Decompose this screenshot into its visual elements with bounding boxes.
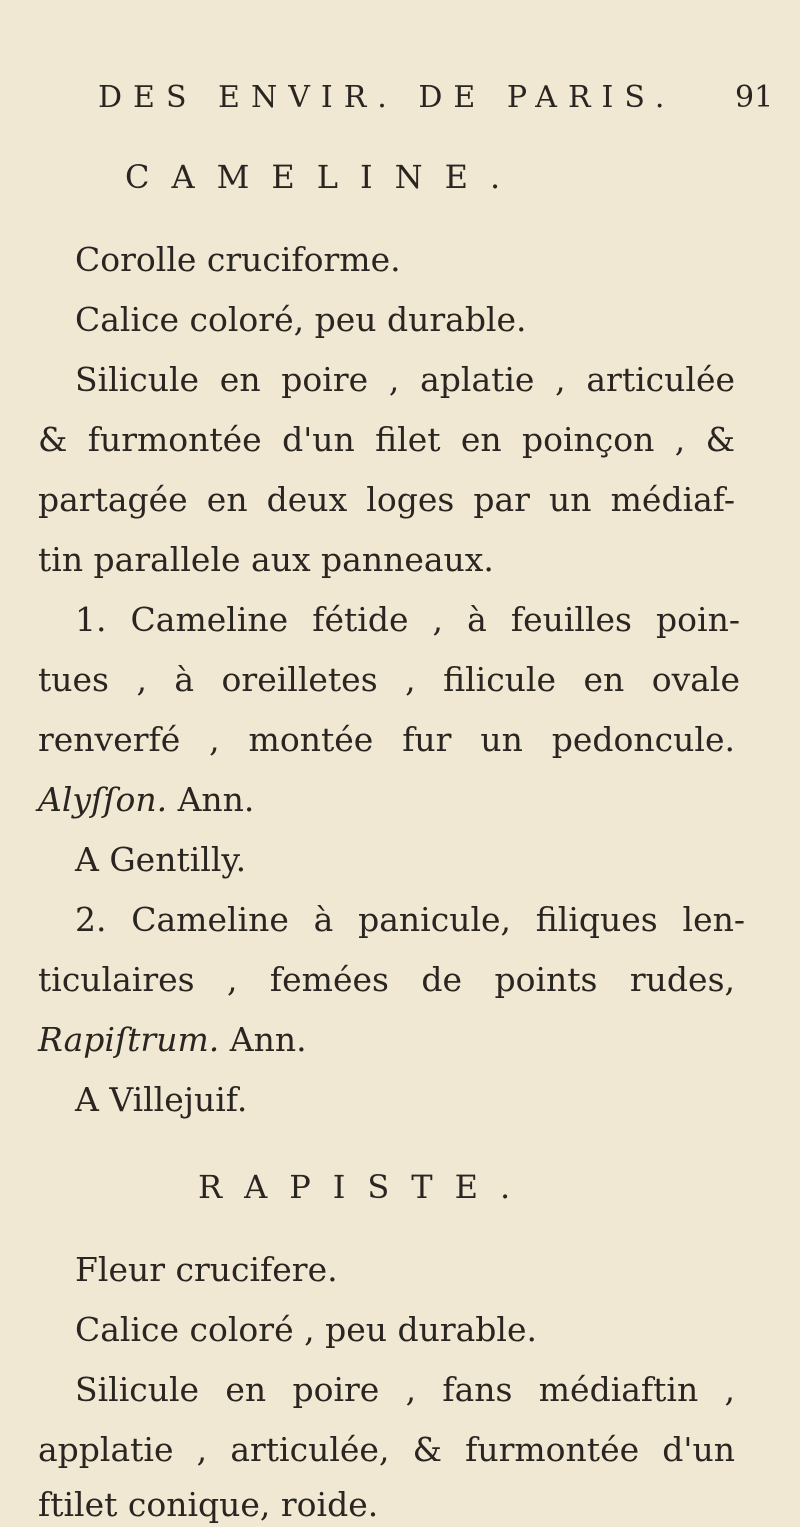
text-line: partagée en deux loges par un médiaf-: [38, 480, 735, 519]
species-2-ann: Ann.: [219, 1020, 307, 1059]
text-line: & furmontée d'un filet en poinçon , &: [38, 420, 735, 459]
text-line: 1. Cameline fétide , à feuilles poin-: [75, 600, 740, 639]
species-1-name-line: [38, 780, 254, 819]
text-line: applatie , articulée, & furmontée d'un: [38, 1430, 735, 1469]
text-line: Silicule en poire , aplatie , articulée: [75, 360, 735, 399]
section-title-cameline: CAMELINE.: [125, 158, 523, 196]
text-line: Corolle cruciforme.: [75, 240, 401, 279]
text-line: Calice coloré, peu durable.: [75, 300, 527, 339]
species-2-name-line: [38, 1020, 307, 1059]
page-number: 91: [735, 80, 774, 115]
text-line: Calice coloré , peu durable.: [75, 1310, 537, 1349]
species-2-location: A Villejuif.: [75, 1080, 248, 1119]
text-line: ticulaires , femées de points rudes,: [38, 960, 735, 999]
text-line: tues , à oreilletes , filicule en ovale: [38, 660, 740, 699]
section-title-rapiste: RAPISTE.: [198, 1168, 533, 1206]
species-2-name: Rapiſtrum.: [38, 1020, 220, 1059]
species-1-location: A Gentilly.: [75, 840, 247, 879]
text-line: ftilet conique, roide.: [38, 1485, 379, 1524]
species-1-ann: Ann.: [167, 780, 255, 819]
text-line: Silicule en poire , fans médiaftin ,: [75, 1370, 735, 1409]
text-line: tin parallele aux panneaux.: [38, 540, 494, 579]
running-head: DES ENVIR. DE PARIS.: [98, 80, 676, 115]
text-line: Fleur crucifere.: [75, 1250, 338, 1289]
text-line: renverfé , montée fur un pedoncule.: [38, 720, 735, 759]
species-1-name: Alyſſon.: [38, 780, 168, 819]
text-line: 2. Cameline à panicule, filiques len-: [75, 900, 745, 939]
